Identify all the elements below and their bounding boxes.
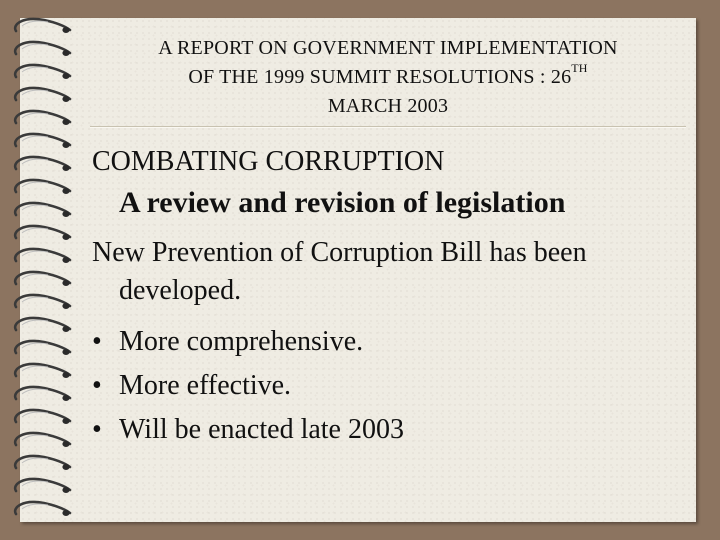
spiral-ring: [15, 134, 70, 148]
section-subheading: A review and revision of legislation: [119, 186, 566, 219]
bullet-list: [92, 320, 404, 452]
spiral-ring: [15, 226, 70, 240]
bullet-marker: •: [92, 370, 102, 401]
spiral-ring: [15, 318, 70, 332]
spiral-ring: [15, 364, 70, 378]
spiral-ring: [15, 295, 70, 309]
lead-line-1: New Prevention of Corruption Bill has been: [92, 237, 587, 268]
report-title-line-1: A REPORT ON GOVERNMENT IMPLEMENTATION: [158, 37, 618, 59]
spiral-ring: [15, 410, 70, 424]
bullet-text: Will be enacted late 2003: [119, 414, 404, 445]
spiral-ring: [15, 111, 70, 125]
report-title-ordinal-suffix: TH: [571, 61, 588, 76]
spiral-ring: [15, 249, 70, 263]
bullet-text: More effective.: [119, 370, 292, 401]
bullet-text: More comprehensive.: [119, 326, 364, 357]
spiral-ring: [15, 502, 70, 516]
spiral-ring: [15, 456, 70, 470]
spiral-ring: [15, 203, 70, 217]
spiral-ring: [15, 88, 70, 102]
spiral-ring: [15, 65, 70, 79]
bullet-item: [92, 408, 404, 452]
bullet-marker: •: [92, 326, 102, 357]
lead-line-2: developed.: [119, 275, 242, 306]
title-divider: [90, 126, 686, 128]
bullet-marker: •: [92, 414, 102, 445]
report-title-line-3: MARCH 2003: [327, 95, 449, 117]
spiral-ring: [15, 157, 70, 171]
bullet-item: [92, 320, 404, 364]
spiral-binding-icon: [0, 0, 90, 540]
spiral-ring: [15, 180, 70, 194]
report-title-line-2-text: OF THE 1999 SUMMIT RESOLUTIONS : 26: [188, 66, 572, 88]
section-heading: COMBATING CORRUPTION: [92, 146, 445, 177]
bullet-item: [92, 364, 404, 408]
report-title-line-2: [90, 63, 686, 92]
spiral-ring: [15, 479, 70, 493]
spiral-ring: [15, 341, 70, 355]
spiral-ring: [15, 19, 70, 33]
spiral-ring: [15, 272, 70, 286]
report-title: [90, 34, 686, 121]
spiral-ring: [15, 433, 70, 447]
spiral-ring: [15, 42, 70, 56]
spiral-ring: [15, 387, 70, 401]
lead-paragraph: [92, 234, 682, 310]
